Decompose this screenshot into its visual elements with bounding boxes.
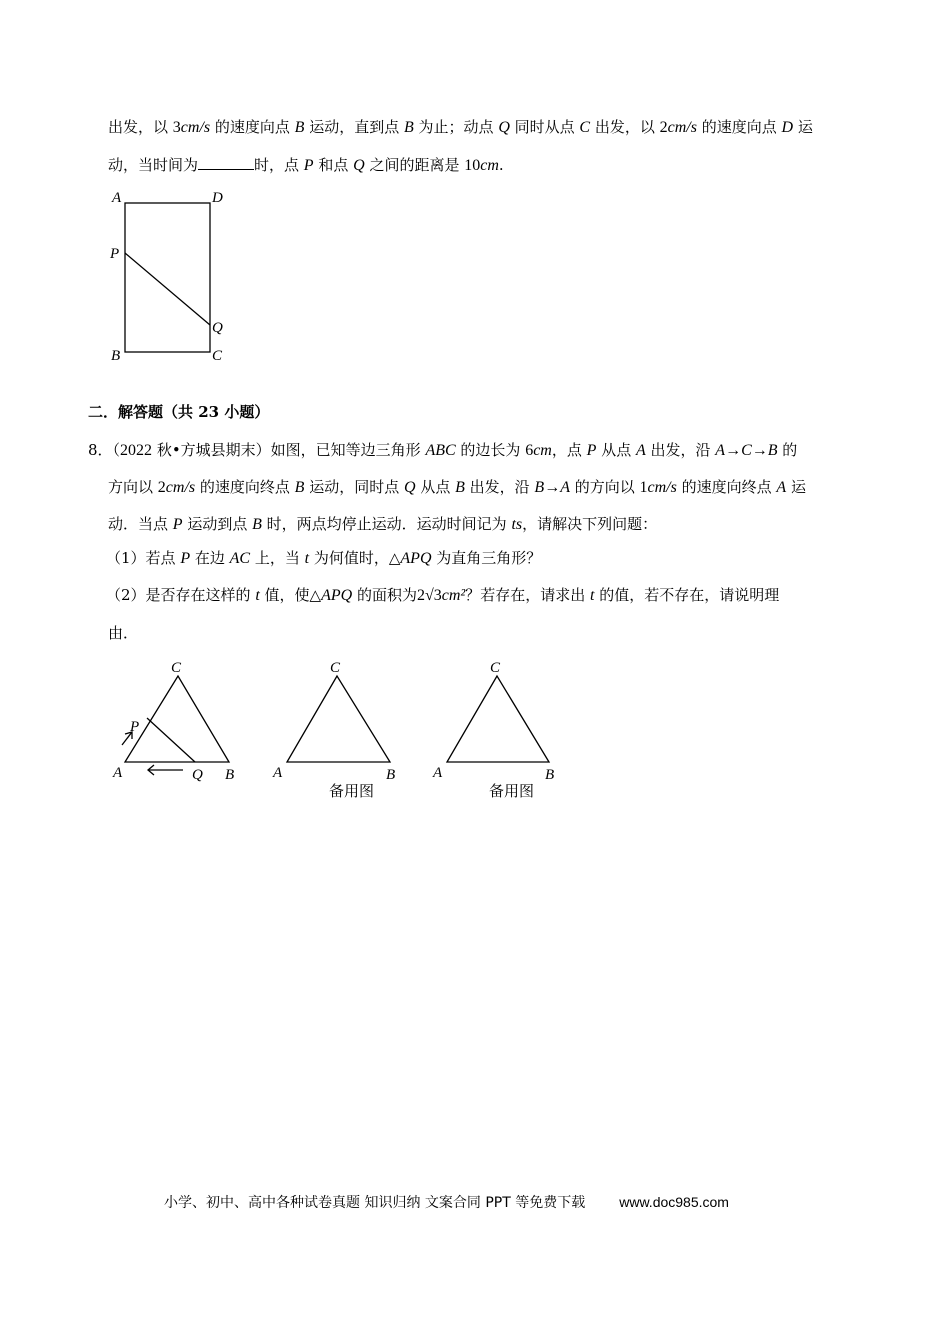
text-segment: 动，当时间为 [108, 156, 199, 174]
text-segment: ，点 [551, 441, 587, 459]
text-segment: 的速度向终点 [676, 478, 777, 496]
text-segment: 为直角三角形？ [431, 549, 542, 567]
math-text: P [303, 157, 314, 174]
text-segment: 值，使△ [259, 586, 322, 604]
math-text: cm/s [667, 119, 697, 136]
math-text: C [579, 119, 591, 136]
label-B: B [225, 767, 235, 783]
text-segment: 动．当点 [108, 515, 173, 533]
math-text: APQ [321, 587, 353, 604]
text-segment: 2 [659, 119, 668, 136]
footer [164, 1192, 729, 1212]
math-text: AC [229, 550, 251, 567]
text-segment: 运动，直到点 [304, 118, 404, 136]
math-text: B [294, 119, 305, 136]
text-segment: 为何值时，△ [309, 549, 401, 567]
text-segment: 小题） [219, 403, 270, 421]
math-text: D [781, 119, 794, 136]
label-B: B [545, 767, 555, 783]
math-text: ABC [425, 442, 456, 459]
text-segment: ，请解决下列问题： [522, 515, 658, 533]
math-text: B [252, 516, 262, 533]
text-segment: 上，当 [250, 549, 305, 567]
text-segment: 秋•方城县期末）如图，已知等边三角形 [152, 441, 426, 459]
triangle-figure-spare-1 [287, 676, 390, 762]
text-segment: （2）是否存在这样的 [106, 586, 256, 604]
text-segment: 运 [793, 118, 813, 136]
math-text: t [304, 550, 310, 567]
text-segment: 和点 [313, 156, 354, 174]
math-text: B [294, 479, 305, 496]
text-segment: 的 [777, 441, 798, 459]
text-segment: 从点 [415, 478, 456, 496]
label-C: C [490, 660, 501, 676]
text-segment: 出发，以 [108, 118, 173, 136]
text-segment: 二．解答题（共 [88, 403, 199, 421]
math-text: Q [498, 119, 510, 136]
text-segment: 10 [464, 157, 481, 174]
text-segment: （1）若点 [106, 549, 181, 567]
math-text: cm [480, 157, 499, 174]
text-segment: 时，点 [254, 156, 304, 174]
text-segment: . [498, 156, 504, 174]
math-text: cm/s [647, 479, 677, 496]
label-A: A [112, 190, 122, 206]
text-segment: 从点 [596, 441, 636, 459]
text-segment: 出发，沿 [464, 478, 535, 496]
text-segment: 运 [786, 478, 806, 496]
math-text: B [403, 119, 414, 136]
triangle-figure-spare-2 [447, 676, 549, 762]
math-text: P [586, 442, 597, 459]
text-segment: 由． [108, 624, 139, 642]
math-text: APQ [400, 550, 432, 567]
math-text: P [180, 550, 191, 567]
text-segment: 运动到点 [182, 515, 253, 533]
text-segment: 的速度向点 [696, 118, 782, 136]
text-segment: 方向以 [108, 478, 158, 496]
math-text: A [776, 479, 787, 496]
text-segment: 的方向以 [569, 478, 640, 496]
text-segment: 运动，同时点 [304, 478, 404, 496]
text-segment: 2022 [120, 442, 153, 459]
text-segment: 的速度向点 [210, 118, 295, 136]
label-P: P [110, 246, 120, 262]
text-segment: 的值，若不存在，请说明理 [594, 586, 780, 604]
math-text: cm² [441, 587, 466, 604]
label-B: B [111, 348, 121, 364]
text-segment: 出发，沿 [645, 441, 716, 459]
text-segment: 2√3 [416, 587, 442, 604]
spare-figure-caption: 备用图 [489, 782, 535, 800]
label-Q: Q [212, 320, 223, 336]
text-segment: 出发，以 [590, 118, 660, 136]
label-A: A [433, 765, 443, 781]
math-text: cm/s [165, 479, 196, 496]
math-text: t [255, 587, 260, 604]
math-text: cm [533, 442, 552, 459]
text-segment: 6 [525, 442, 534, 459]
math-text: B→A [534, 479, 570, 496]
label-D: D [212, 190, 223, 206]
text-segment: 3 [172, 119, 181, 136]
text-segment: 的速度向终点 [195, 478, 295, 496]
text-segment: 2 [157, 479, 166, 496]
label-B: B [386, 767, 396, 783]
text-segment: 为止；动点 [413, 118, 499, 136]
label-P: P [130, 719, 140, 735]
math-text: cm/s [180, 119, 211, 136]
label-C: C [171, 660, 182, 676]
label-A: A [113, 765, 123, 781]
label-A: A [273, 765, 283, 781]
text-segment: 时，两点均停止运动．运动时间记为 [261, 515, 512, 533]
math-text: A [635, 442, 646, 459]
math-text: B [455, 479, 465, 496]
text-segment: 在边 [190, 549, 230, 567]
math-text: A→C→B [715, 442, 778, 459]
math-text: t [589, 587, 595, 604]
text-segment: 的面积为 [352, 586, 417, 604]
text-segment: 的边长为 [455, 441, 526, 459]
text-segment: 之间的距离是 [364, 156, 465, 174]
text-segment: 1 [639, 479, 648, 496]
math-text: ts [511, 516, 523, 533]
math-text: Q [403, 479, 416, 496]
footer-url[interactable]: www.doc985.com [619, 1194, 729, 1210]
math-text: P [172, 516, 183, 533]
text-segment: 8．（ [88, 441, 121, 459]
text-segment: 同时从点 [509, 118, 580, 136]
text-segment: ？若存在，请求出 [465, 586, 590, 604]
footer-text: 小学、初中、高中各种试卷真题 知识归纳 文案合同 PPT 等免费下载 [164, 1195, 586, 1211]
label-C: C [212, 348, 223, 364]
label-Q: Q [192, 767, 203, 783]
text-segment: 23 [198, 403, 220, 421]
rectangle-figure [125, 203, 210, 352]
label-C: C [330, 660, 341, 676]
math-text: Q [353, 157, 365, 174]
spare-figure-caption: 备用图 [329, 782, 375, 800]
